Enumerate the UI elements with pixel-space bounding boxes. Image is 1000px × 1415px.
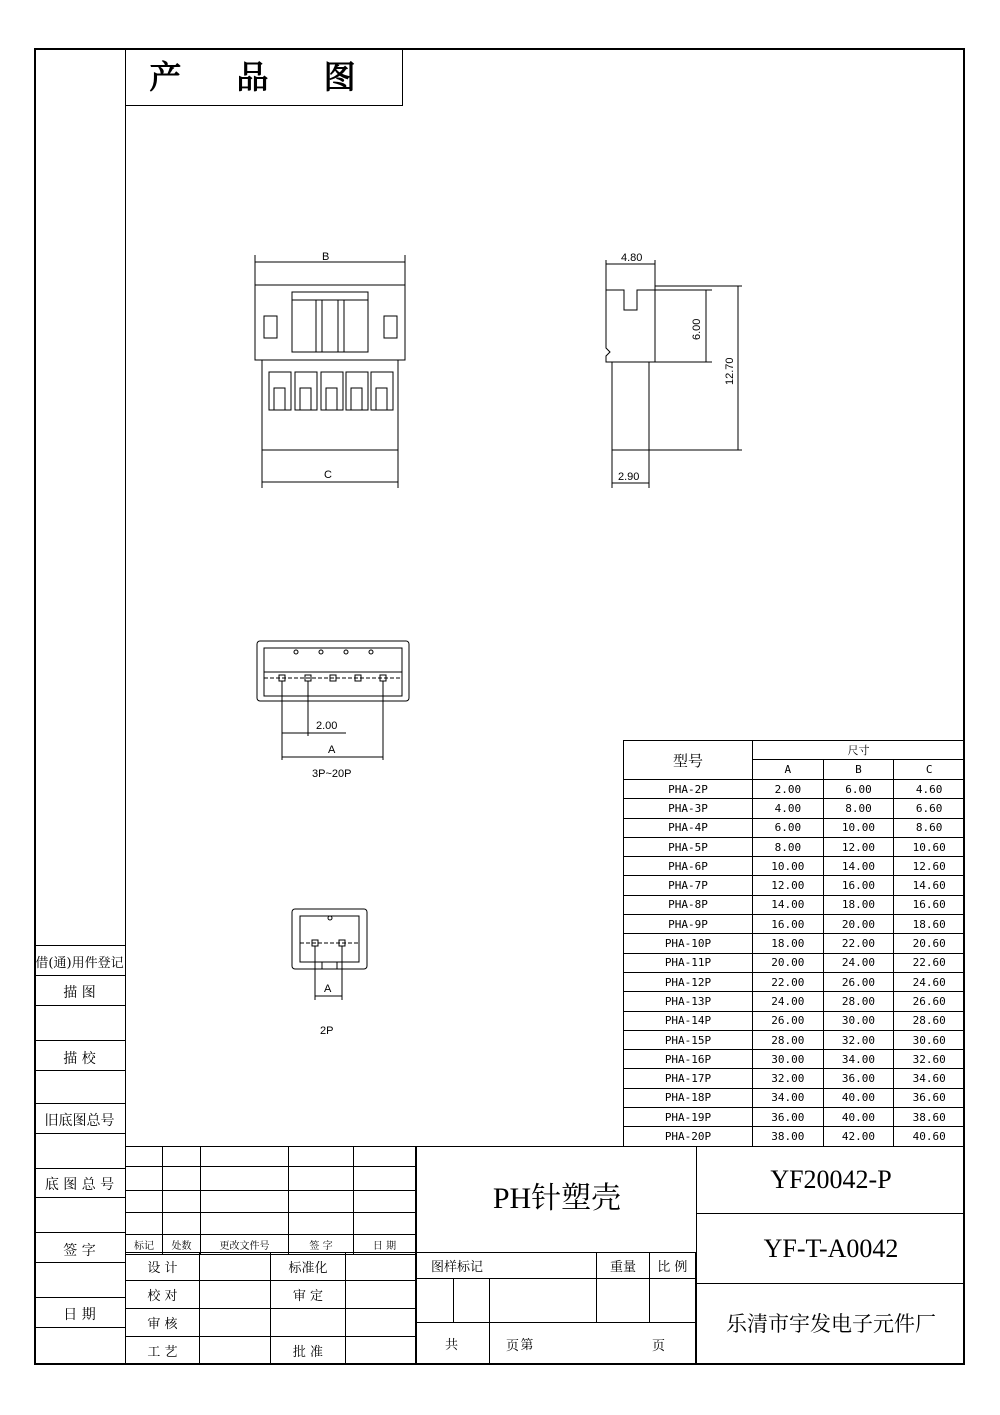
- rev-header-sign: 签 字: [289, 1235, 354, 1255]
- size-header: 尺寸: [753, 741, 965, 760]
- table-row: [624, 799, 965, 818]
- weight-label: 重量: [597, 1253, 649, 1279]
- company-name: 乐清市宇发电子元件厂: [696, 1284, 965, 1365]
- size-cell: 30.00: [823, 1011, 894, 1030]
- table-row: [624, 992, 965, 1011]
- size-cell: 20.00: [823, 915, 894, 934]
- role-process: 工 艺: [126, 1337, 200, 1365]
- size-cell: 38.00: [753, 1127, 824, 1146]
- size-cell: 24.60: [894, 972, 965, 991]
- mark-label: 图样标记: [417, 1253, 597, 1279]
- total-page-label: 页: [506, 1339, 520, 1354]
- side-label-sign: 签 字: [63, 1243, 96, 1259]
- table-row: [624, 818, 965, 837]
- role-check: 校 对: [126, 1281, 200, 1309]
- size-cell: 8.00: [753, 837, 824, 856]
- size-cell: 28.60: [894, 1011, 965, 1030]
- model-cell: PHA-20P: [624, 1127, 753, 1146]
- dim-b: B: [322, 251, 330, 263]
- revision-table: [125, 1146, 416, 1255]
- dim-4-80: 4.80: [621, 252, 643, 264]
- size-cell: 26.00: [823, 972, 894, 991]
- rev-header-doc: 更改文件号: [201, 1235, 289, 1255]
- role-design: 设 计: [126, 1253, 200, 1281]
- side-label-date: 日 期: [63, 1307, 96, 1323]
- size-cell: 22.00: [753, 972, 824, 991]
- model-cell: PHA-12P: [624, 972, 753, 991]
- document-number: YF-T-A0042: [696, 1214, 965, 1284]
- size-cell: 34.00: [753, 1088, 824, 1107]
- size-cell: 10.00: [823, 818, 894, 837]
- spec-table: [623, 740, 965, 1147]
- size-cell: 38.60: [894, 1108, 965, 1127]
- dim-pitch: 2.00: [316, 720, 338, 732]
- size-cell: 28.00: [753, 1030, 824, 1049]
- table-row: [624, 837, 965, 856]
- size-cell: 6.00: [753, 818, 824, 837]
- col-header-b: B: [823, 760, 894, 780]
- model-cell: PHA-7P: [624, 876, 753, 895]
- dim-c: C: [324, 469, 332, 481]
- size-cell: 32.60: [894, 1050, 965, 1069]
- sheet-page-label: 页: [652, 1339, 666, 1354]
- size-cell: 32.00: [753, 1069, 824, 1088]
- size-cell: 18.60: [894, 915, 965, 934]
- size-cell: 18.00: [823, 895, 894, 914]
- product-name: PH针塑壳: [416, 1146, 697, 1252]
- size-cell: 16.00: [753, 915, 824, 934]
- model-cell: PHA-8P: [624, 895, 753, 914]
- size-cell: 2.00: [753, 780, 824, 799]
- size-cell: 8.00: [823, 799, 894, 818]
- size-cell: 12.00: [753, 876, 824, 895]
- size-cell: 6.00: [823, 780, 894, 799]
- range-label: 3P~20P: [312, 768, 352, 780]
- table-row: [624, 1069, 965, 1088]
- model-header: 型号: [624, 741, 753, 780]
- size-cell: 30.00: [753, 1050, 824, 1069]
- table-row: [624, 972, 965, 991]
- size-cell: 20.60: [894, 934, 965, 953]
- size-cell: 18.00: [753, 934, 824, 953]
- dim-a-2p: A: [324, 983, 332, 995]
- table-row: [624, 1088, 965, 1107]
- size-cell: 24.00: [823, 953, 894, 972]
- size-cell: 40.00: [823, 1108, 894, 1127]
- size-cell: 26.60: [894, 992, 965, 1011]
- size-cell: 36.60: [894, 1088, 965, 1107]
- size-cell: 40.00: [823, 1088, 894, 1107]
- model-cell: PHA-17P: [624, 1069, 753, 1088]
- table-row: [624, 780, 965, 799]
- model-cell: PHA-9P: [624, 915, 753, 934]
- size-cell: 14.00: [823, 857, 894, 876]
- model-cell: PHA-15P: [624, 1030, 753, 1049]
- size-cell: 8.60: [894, 818, 965, 837]
- model-cell: PHA-2P: [624, 780, 753, 799]
- size-cell: 30.60: [894, 1030, 965, 1049]
- side-label-check: 描 校: [63, 1051, 96, 1067]
- size-cell: 12.60: [894, 857, 965, 876]
- col-header-a: A: [753, 760, 824, 780]
- bottom-view: [257, 641, 409, 760]
- size-cell: 16.00: [823, 876, 894, 895]
- total-label: 共: [417, 1323, 490, 1364]
- table-row: [624, 915, 965, 934]
- model-cell: PHA-5P: [624, 837, 753, 856]
- model-cell: PHA-6P: [624, 857, 753, 876]
- side-label-borrow: 借(通)用件登记: [35, 956, 124, 971]
- rev-header-count: 处数: [163, 1235, 201, 1255]
- model-cell: PHA-19P: [624, 1108, 753, 1127]
- approval-table: [125, 1252, 416, 1365]
- size-cell: 4.00: [753, 799, 824, 818]
- rev-header-date: 日 期: [354, 1235, 416, 1255]
- role-approve: 批 准: [271, 1337, 346, 1365]
- model-cell: PHA-16P: [624, 1050, 753, 1069]
- size-cell: 32.00: [823, 1030, 894, 1049]
- model-cell: PHA-13P: [624, 992, 753, 1011]
- rev-header-mark: 标记: [126, 1235, 163, 1255]
- dim-2-90: 2.90: [618, 471, 640, 483]
- dim-6-00: 6.00: [691, 318, 703, 340]
- size-cell: 22.00: [823, 934, 894, 953]
- size-cell: 24.00: [753, 992, 824, 1011]
- model-cell: PHA-18P: [624, 1088, 753, 1107]
- page-title: 产 品 图: [125, 48, 403, 106]
- model-cell: PHA-14P: [624, 1011, 753, 1030]
- size-cell: 42.00: [823, 1127, 894, 1146]
- model-cell: PHA-4P: [624, 818, 753, 837]
- size-cell: 10.60: [894, 837, 965, 856]
- dim-12-70: 12.70: [724, 357, 736, 385]
- col-header-c: C: [894, 760, 965, 780]
- table-row: [624, 1011, 965, 1030]
- table-row: [624, 953, 965, 972]
- size-cell: 36.00: [753, 1108, 824, 1127]
- side-label-trace: 描 图: [63, 985, 96, 1001]
- drawing-number: YF20042-P: [696, 1146, 965, 1214]
- title-block-top-line: [125, 1146, 965, 1147]
- two-pin-label: 2P: [320, 1025, 334, 1037]
- size-cell: 10.00: [753, 857, 824, 876]
- size-cell: 20.00: [753, 953, 824, 972]
- size-cell: 26.00: [753, 1011, 824, 1030]
- table-row: [624, 934, 965, 953]
- table-row: [624, 876, 965, 895]
- model-cell: PHA-3P: [624, 799, 753, 818]
- dim-a: A: [328, 744, 336, 756]
- model-cell: PHA-11P: [624, 953, 753, 972]
- table-row: [624, 1050, 965, 1069]
- side-label-old-no: 旧底图总号: [44, 1113, 115, 1129]
- sheet-label: 第: [490, 1323, 696, 1364]
- role-review: 审 定: [271, 1281, 346, 1309]
- size-cell: 6.60: [894, 799, 965, 818]
- size-cell: 14.00: [753, 895, 824, 914]
- side-label-base-no: 底 图 总 号: [44, 1177, 115, 1193]
- size-cell: 22.60: [894, 953, 965, 972]
- scale-label: 比 例: [649, 1253, 695, 1279]
- size-cell: 28.00: [823, 992, 894, 1011]
- size-cell: 12.00: [823, 837, 894, 856]
- size-cell: 14.60: [894, 876, 965, 895]
- front-view: [255, 255, 405, 488]
- size-cell: 16.60: [894, 895, 965, 914]
- table-row: [624, 1108, 965, 1127]
- table-row: [624, 1030, 965, 1049]
- side-view: [606, 260, 742, 488]
- size-cell: 34.00: [823, 1050, 894, 1069]
- table-row: [624, 895, 965, 914]
- size-cell: 40.60: [894, 1127, 965, 1146]
- size-cell: 34.60: [894, 1069, 965, 1088]
- role-audit: 审 核: [126, 1309, 200, 1337]
- size-cell: 4.60: [894, 780, 965, 799]
- size-cell: 36.00: [823, 1069, 894, 1088]
- role-standard: 标准化: [271, 1253, 346, 1281]
- table-row: [624, 857, 965, 876]
- table-row: [624, 1127, 965, 1146]
- model-cell: PHA-10P: [624, 934, 753, 953]
